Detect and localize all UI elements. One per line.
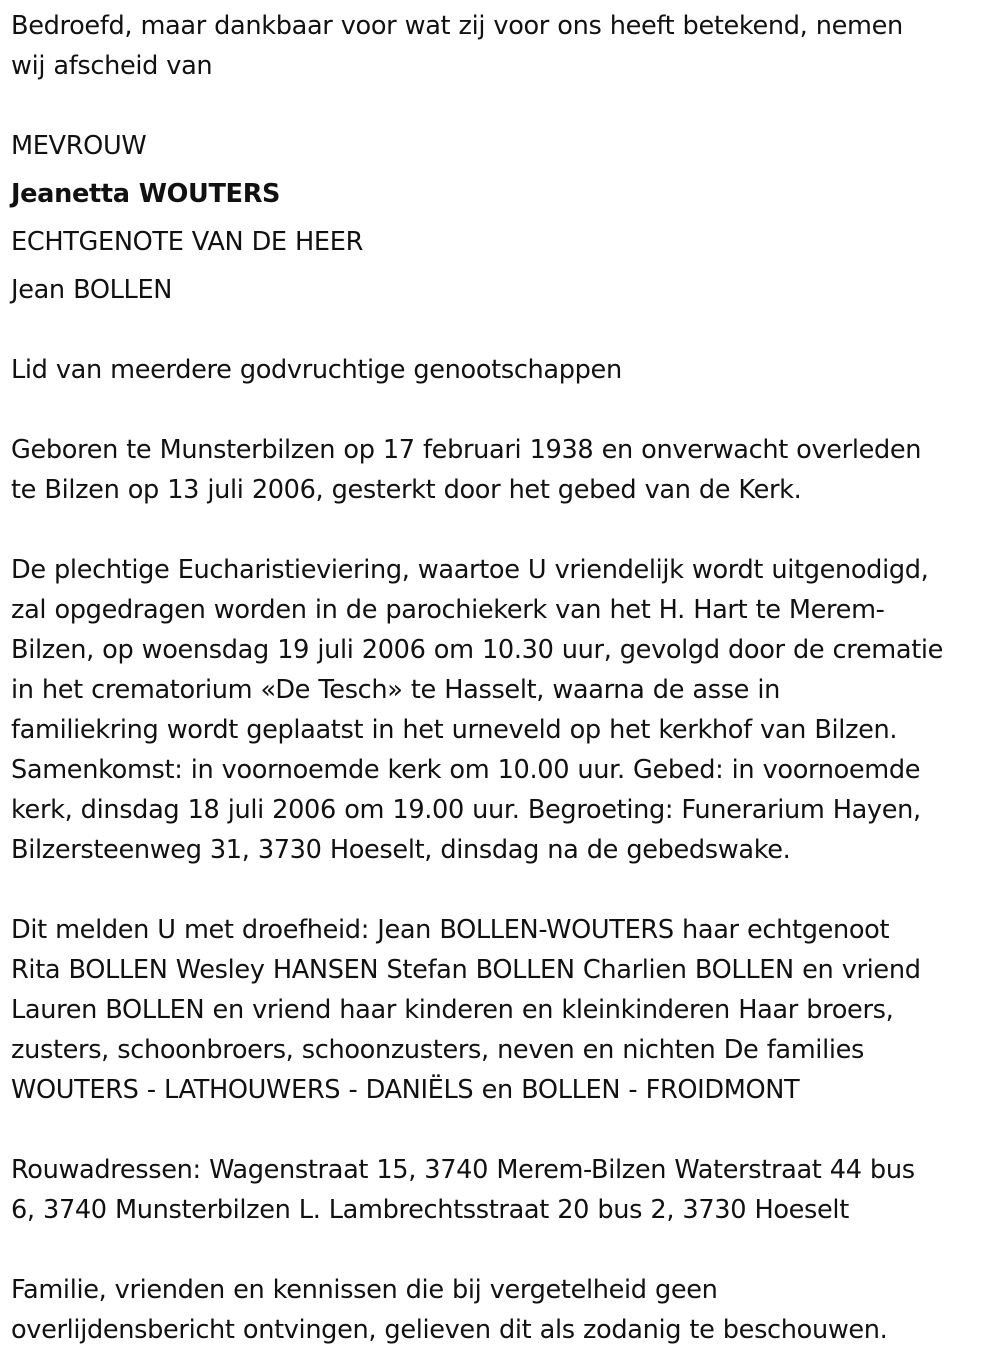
ceremony-paragraph [11,550,993,870]
closing-paragraph [11,1270,993,1350]
address-line: Rouwadressen: Wagenstraat 15, 3740 Merem-Bilzen Waterstraat 44 bus [11,1155,915,1185]
spouse-name: Jean BOLLEN [11,275,173,305]
obituary-document [11,6,993,1350]
ceremony-line: Bilzersteenweg 31, 3730 Hoeselt, dinsdag na de gebedswake. [11,835,791,865]
birth-death-line: Geboren te Munsterbilzen op 17 februari 1938 en onverwacht overleden [11,435,922,465]
ceremony-line: in het crematorium «De Tesch» te Hasselt, waarna de asse in [11,675,780,705]
closing-line: overlijdensbericht ontvingen, gelieven dit als zodanig te beschouwen. [11,1315,888,1345]
family-line: Dit melden U met droefheid: Jean BOLLEN-WOUTERS haar echtgenoot [11,915,890,945]
ceremony-line: Samenkomst: in voornoemde kerk om 10.00 uur. Gebed: in voornoemde [11,755,921,785]
ceremony-line: Bilzen, op woensdag 19 juli 2006 om 10.30 uur, gevolgd door de crematie [11,635,944,665]
deceased-block [11,126,993,310]
intro-line: Bedroefd, maar dankbaar voor wat zij voor ons heeft betekend, nemen [11,11,903,41]
membership-line: Lid van meerdere godvruchtige genootschappen [11,355,622,385]
deceased-title: MEVROUW [11,131,147,161]
intro-paragraph [11,6,993,86]
family-line: zusters, schoonbroers, schoonzusters, neven en nichten De families [11,1035,864,1065]
family-line: Lauren BOLLEN en vriend haar kinderen en kleinkinderen Haar broers, [11,995,894,1025]
ceremony-line: zal opgedragen worden in de parochiekerk van het H. Hart te Merem- [11,595,885,625]
addresses-paragraph [11,1150,993,1230]
family-line: WOUTERS - LATHOUWERS - DANIËLS en BOLLEN - FROIDMONT [11,1075,800,1105]
family-line: Rita BOLLEN Wesley HANSEN Stefan BOLLEN Charlien BOLLEN en vriend [11,955,921,985]
birth-death-paragraph [11,430,993,510]
membership-paragraph [11,350,993,390]
ceremony-line: familiekring wordt geplaatst in het urneveld op het kerkhof van Bilzen. [11,715,898,745]
family-paragraph [11,910,993,1110]
intro-line: wij afscheid van [11,51,213,81]
closing-line: Familie, vrienden en kennissen die bij vergetelheid geen [11,1275,718,1305]
birth-death-line: te Bilzen op 13 juli 2006, gesterkt door het gebed van de Kerk. [11,475,802,505]
ceremony-line: De plechtige Eucharistieviering, waartoe U vriendelijk wordt uitgenodigd, [11,555,929,585]
deceased-name: Jeanetta WOUTERS [11,179,281,209]
deceased-relation: ECHTGENOTE VAN DE HEER [11,227,363,257]
address-line: 6, 3740 Munsterbilzen L. Lambrechtsstraat 20 bus 2, 3730 Hoeselt [11,1195,849,1225]
ceremony-line: kerk, dinsdag 18 juli 2006 om 19.00 uur. Begroeting: Funerarium Hayen, [11,795,921,825]
